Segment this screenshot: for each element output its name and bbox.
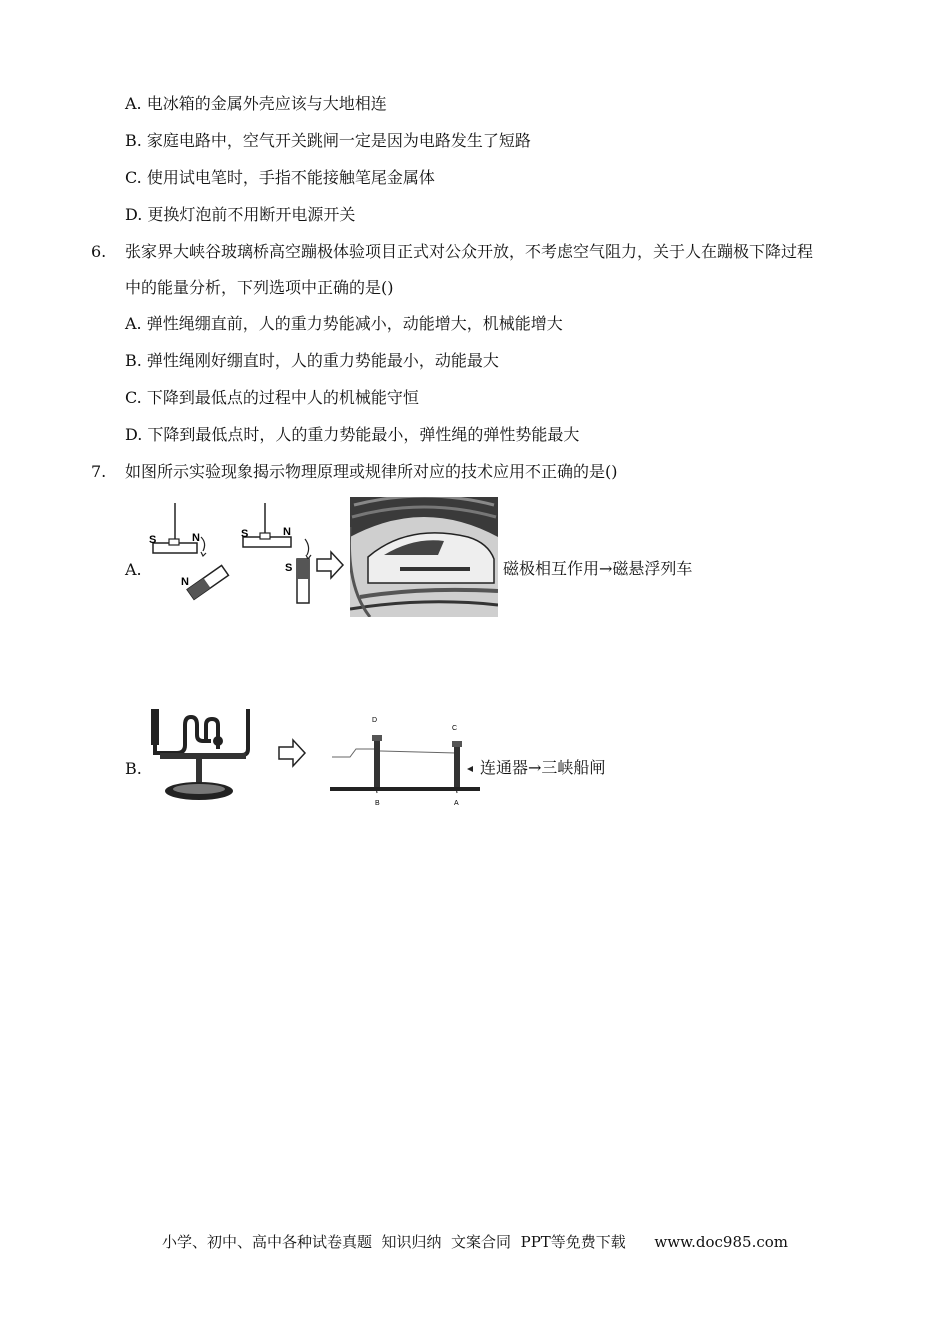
ship-lock-figure	[330, 713, 480, 808]
q7-option-b-label: B.	[125, 759, 142, 778]
lock-label: B	[375, 800, 380, 807]
lock-label: D	[372, 717, 378, 724]
q7-option-a-label: A.	[125, 560, 142, 579]
magnet-experiment-figure	[145, 493, 355, 613]
q7-stem: 如图所示实验现象揭示物理原理或规律所对应的技术应用不正确的是()	[125, 462, 618, 481]
q5-option-a: A. 电冰箱的金属外壳应该与大地相连	[125, 94, 387, 113]
lock-label: A	[454, 800, 459, 807]
q6-option-b: B. 弹性绳刚好绷直时，人的重力势能最小，动能最大	[125, 351, 499, 370]
magnet-label: N	[283, 526, 291, 538]
q7-number: 7.	[91, 462, 107, 481]
page-footer: 小学、初中、高中各种试卷真题 知识归纳 文案合同 PPT等免费下载 www.doc985.com	[161, 1233, 788, 1251]
q6-option-a: A. 弹性绳绷直前，人的重力势能减小，动能增大，机械能增大	[125, 314, 563, 333]
q6-stem-line1: 张家界大峡谷玻璃桥高空蹦极体验项目正式对公众开放，不考虑空气阻力，关于人在蹦极下降过程	[125, 242, 814, 261]
magnet-label: N	[192, 532, 200, 544]
magnet-label: S	[241, 528, 249, 540]
q5-option-b: B. 家庭电路中，空气开关跳闸一定是因为电路发生了短路	[125, 131, 531, 150]
q5-option-d: D. 更换灯泡前不用断开电源开关	[125, 205, 356, 224]
connected-vessel-figure	[148, 705, 308, 805]
magnet-label: N	[181, 576, 189, 588]
q7-option-a-caption: 磁极相互作用→磁悬浮列车	[503, 559, 693, 578]
q5-option-c: C. 使用试电笔时，手指不能接触笔尾金属体	[125, 168, 435, 187]
q7-option-b-caption: 连通器→三峡船闸	[480, 758, 606, 777]
magnet-label: S	[285, 562, 293, 574]
q6-number: 6.	[91, 242, 107, 261]
maglev-train-photo	[350, 497, 498, 617]
magnet-label: S	[149, 534, 157, 546]
q6-option-c: C. 下降到最低点的过程中人的机械能守恒	[125, 388, 419, 407]
q6-stem-line2: 中的能量分析，下列选项中正确的是()	[125, 278, 394, 297]
lock-label: C	[452, 725, 458, 732]
q6-option-d: D. 下降到最低点时，人的重力势能最小，弹性绳的弹性势能最大	[125, 425, 580, 444]
